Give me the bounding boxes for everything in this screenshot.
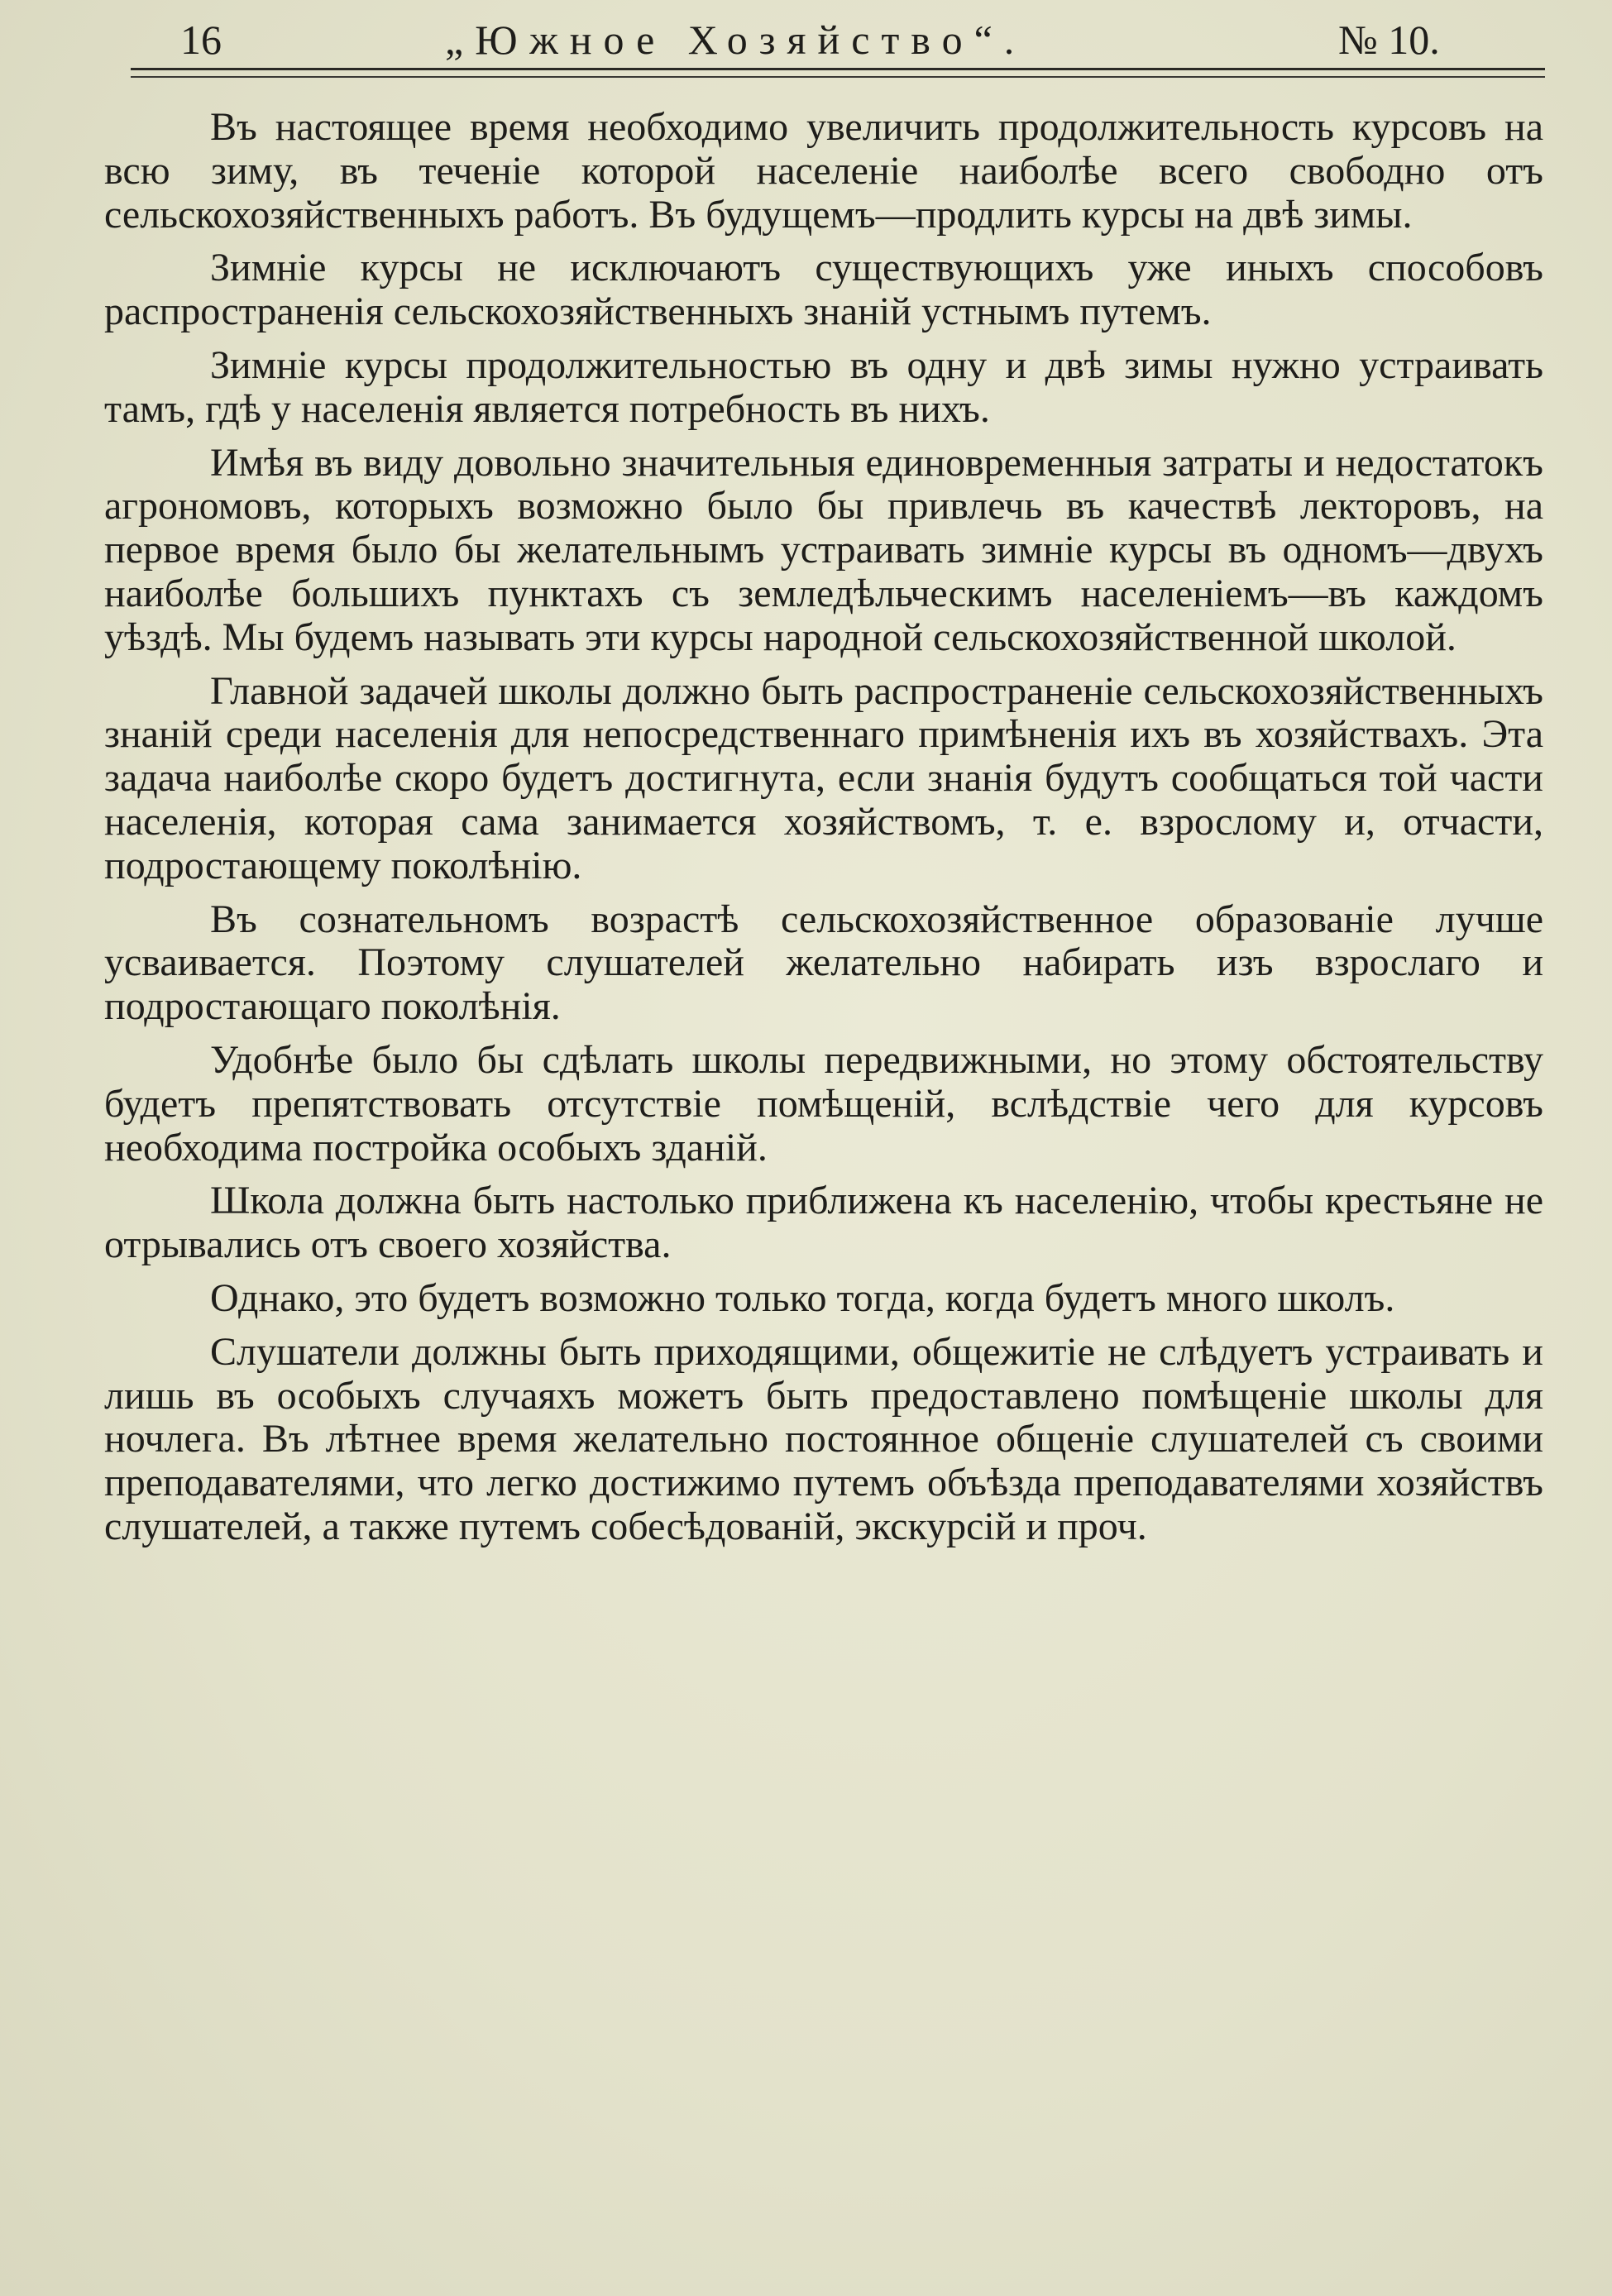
- paragraph: Слушатели должны быть приходящими, общежитіе не слѣдуетъ устраивать и лишь въ особыхъ случаяхъ можетъ быть предоставлено помѣщеніе школы для ночлега. Въ лѣтнее время желательно постоянное общеніе слушателей съ своими преподавателями, что легко достижимо путемъ объѣзда преподавателями хозяйствъ слушателей, а также путемъ собесѣдованій, экскурсій и проч.: [104, 1329, 1543, 1548]
- issue-number: № 10.: [1338, 17, 1440, 63]
- page-header: [131, 15, 1537, 65]
- paragraph: Въ настоящее время необходимо увеличить продолжительность курсовъ на всю зиму, въ теченіе которой населеніе наиболѣе всего свободно отъ сельскохозяйственныхъ работъ. Въ будущемъ—продлить курсы на двѣ зимы.: [104, 105, 1543, 237]
- paragraph: Школа должна быть настолько приближена къ населенію, чтобы крестьяне не отрывались отъ своего хозяйства.: [104, 1179, 1543, 1267]
- paragraph: Имѣя въ виду довольно значительныя единовременныя затраты и недостатокъ агрономовъ, которыхъ возможно было бы привлечь въ качествѣ лекторовъ, на первое время было бы желательнымъ устраивать зимніе курсы въ одномъ—двухъ наиболѣе большихъ пунктахъ съ земледѣльческимъ населеніемъ—въ каждомъ уѣздѣ. Мы будемъ называть эти курсы народной сельскохозяйственной школой.: [104, 440, 1543, 659]
- paragraph: Въ сознательномъ возрастѣ сельскохозяйственное образованіе лучше усваивается. Поэтому слушателей желательно набирать изъ взрослаго и подростающаго поколѣнія.: [104, 897, 1543, 1029]
- page-number: 16: [180, 17, 222, 63]
- journal-title: „Южное Хозяйство“.: [445, 17, 1026, 63]
- paragraph: Зимніе курсы продолжительностью въ одну и двѣ зимы нужно устраивать тамъ, гдѣ у населенія является потребность въ нихъ.: [104, 342, 1543, 431]
- body-text: [104, 106, 1543, 1559]
- header-rule: [131, 68, 1545, 70]
- paragraph: Главной задачей школы должно быть распространеніе сельскохозяйственныхъ знаній среди населенія для непосредственнаго примѣненія ихъ въ хозяйствахъ. Эта задача наиболѣе скоро будетъ достигнута, если знанія будутъ сообщаться той части населенія, которая сама занимается хозяйствомъ, т. е. взрослому и, отчасти, подростающему поколѣнію.: [104, 668, 1543, 887]
- header-rule-secondary: [131, 76, 1545, 78]
- paragraph: Зимніе курсы не исключаютъ существующихъ уже иныхъ способовъ распространенія сельскохозяйственныхъ знаній устнымъ путемъ.: [104, 246, 1543, 334]
- paragraph: Удобнѣе было бы сдѣлать школы передвижными, но этому обстоятельству будетъ препятствовать отсутствіе помѣщеній, вслѣдствіе чего для курсовъ необходима постройка особыхъ зданій.: [104, 1037, 1543, 1170]
- paragraph: Однако, это будетъ возможно только тогда, когда будетъ много школъ.: [210, 1275, 1395, 1320]
